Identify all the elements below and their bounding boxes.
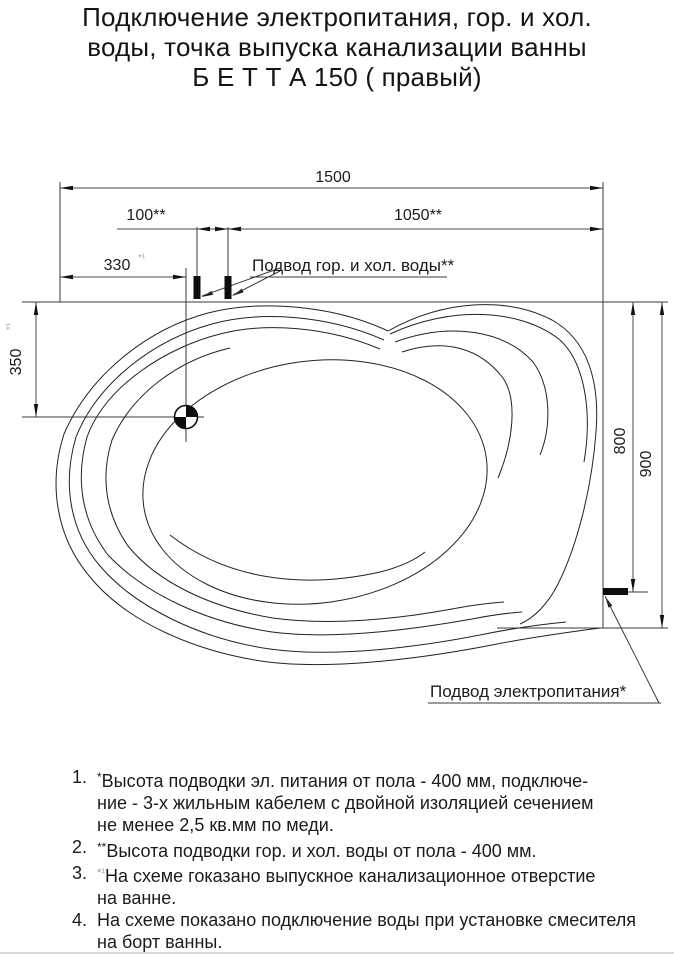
arrow-1500-right [590, 186, 603, 190]
arrow-1050-left [228, 227, 241, 231]
drain-symbol [175, 406, 198, 429]
title-line-1: Подключение электропитания, гор. и хол. [82, 2, 592, 32]
bath-outline [56, 305, 600, 665]
arrow-1500-left [60, 186, 73, 190]
arrow-330-left [60, 275, 73, 279]
title-line-2: воды, точка выпуска канализации ванны [87, 32, 587, 62]
connection-points [194, 276, 629, 595]
note-1-line-2: ние - 3-х жильным кабелем с двойной изоляцией сечением [97, 793, 594, 813]
arrow-350-top [34, 302, 38, 315]
dim-350: 350 [8, 348, 25, 376]
water-pipe-1 [194, 276, 201, 299]
title-line-3: Б Е Т Т А 150 ( правый) [192, 62, 482, 92]
arrow-350-bottom [34, 404, 38, 417]
bath-basin [127, 338, 503, 626]
note-3 [72, 862, 647, 909]
water-supply-label: Подвод гор. и хол. воды** [252, 256, 455, 275]
dim-1050: 1050** [393, 207, 443, 224]
dim-100: 100** [126, 207, 166, 224]
headrest-crescent-1 [390, 314, 587, 462]
drain-quadrant-ne [186, 406, 198, 418]
note-4-line-1: На схеме показано подключение воды при установке смесителя [97, 910, 637, 930]
dim-330-mark: *¹ [138, 253, 146, 264]
arrow-1050-right [590, 227, 603, 231]
arrow-100-right [215, 227, 228, 231]
note-4-line-2: на борт ванны. [97, 932, 223, 952]
note-1-line-3: не менее 2,5 кв.мм по меди. [97, 815, 334, 835]
note-1-mark: * [97, 770, 102, 784]
power-supply-label: Подвод электропитания* [430, 682, 627, 701]
note-4-number: 4. [72, 910, 88, 930]
arrow-800-top [631, 302, 635, 315]
dim-800: 800 [612, 427, 629, 455]
arrow-100-left [197, 227, 210, 231]
arrow-800-bottom [631, 579, 635, 592]
dim-900: 900 [638, 450, 655, 478]
bath-outer-rim-right-wing [388, 305, 597, 624]
drain-quadrant-sw [175, 417, 187, 429]
note-1-number: 1. [72, 767, 88, 787]
power-connection-bar [603, 588, 628, 595]
dim-330: 330 [103, 257, 131, 274]
note-2-mark: ** [97, 840, 107, 854]
basin-step-line [170, 535, 425, 580]
dim-350-mark: *¹ [5, 322, 16, 330]
note-3-mark: *¹ [97, 867, 105, 879]
bath-contour-2 [81, 328, 522, 635]
note-1-line-1: Высота подводки эл. питания от пола - 400 мм, подключе- [101, 771, 589, 791]
note-2-line-1: Высота подводки гор. и хол. воды от пола - 400 мм. [106, 841, 537, 861]
leader-lines [202, 268, 661, 703]
arrow-900-bottom [660, 615, 664, 628]
notes-list [72, 766, 647, 953]
headrest-crescent-3 [402, 346, 512, 478]
note-3-line-2: на ванне. [97, 888, 177, 908]
note-3-line-1: На схеме гоказано выпускное канализационное отверстие [104, 866, 596, 886]
note-2-number: 2. [72, 837, 88, 857]
arrow-330-right [173, 275, 186, 279]
note-3-number: 3. [72, 863, 88, 883]
note-1 [72, 766, 647, 836]
reference-lines [22, 182, 668, 628]
headrest-crescent-2 [395, 331, 548, 455]
note-2 [72, 836, 647, 862]
water-pipe-2 [225, 276, 232, 299]
arrow-900-top [660, 302, 664, 315]
note-4 [72, 909, 647, 953]
dimension-arrowheads [34, 186, 664, 628]
dim-1500: 1500 [315, 169, 351, 186]
